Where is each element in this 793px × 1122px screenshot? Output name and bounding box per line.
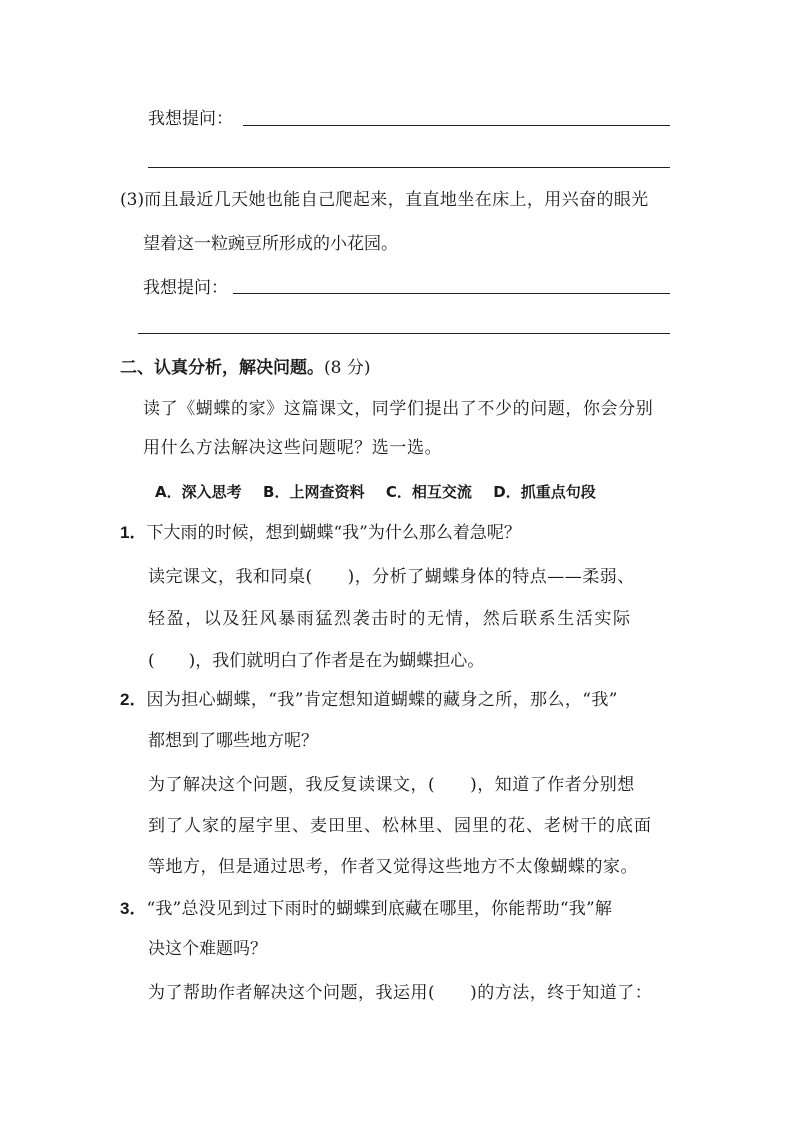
answer-blank-q2-line1[interactable] [243, 125, 670, 126]
answer-blank-q2-line2[interactable] [148, 167, 670, 168]
question-3-line2: 望着这一粒豌豆所形成的小花园。 [143, 234, 398, 254]
option-b: B．上网查资料 [263, 483, 365, 501]
question-3-prefix: (3) [120, 190, 145, 210]
section-2-score: (8 分) [324, 358, 371, 378]
question-3-line1 [120, 189, 649, 211]
section-2-intro-line1: 读了《蝴蝶的家》这篇课文，同学们提出了不少的问题，你会分别 [143, 399, 654, 419]
q3-text-line1: “我”总没见到过下雨时的蝴蝶到底藏在哪里，你能帮助“我”解 [146, 899, 613, 919]
q2-line2: 都想到了哪些地方呢？ [148, 731, 318, 751]
q3-line2: 决这个难题吗？ [148, 939, 267, 959]
answer-blank-q3-line2[interactable] [138, 333, 670, 334]
section-2-title: 二、认真分析，解决问题。 [120, 358, 324, 378]
ask-label-q3: 我想提问： [143, 278, 228, 298]
q3-line1 [120, 898, 612, 920]
q3-number: 3． [120, 899, 147, 918]
option-c: C．相互交流 [385, 483, 472, 501]
option-d: D．抓重点句段 [493, 483, 596, 501]
q1-text: 下大雨的时候，想到蝴蝶“我”为什么那么着急呢？ [146, 523, 521, 543]
option-a: A．深入思考 [155, 483, 242, 501]
section-2-heading [120, 357, 370, 379]
q1-line [120, 522, 521, 544]
q1-answer-line1: 读完课文，我和同桌( )，分析了蝴蝶身体的特点——柔弱、 [148, 567, 635, 587]
question-3-text: 而且最近几天她也能自己爬起来，直直地坐在床上，用兴奋的眼光 [144, 190, 649, 210]
q2-answer-line1: 为了解决这个问题，我反复读课文，( )，知道了作者分别想 [148, 775, 635, 795]
answer-blank-q3-line1[interactable] [233, 293, 670, 294]
q3-answer-line1: 为了帮助作者解决这个问题，我运用( )的方法，终于知道了： [148, 983, 653, 1003]
q2-answer-line3: 等地方，但是通过思考，作者又觉得这些地方不太像蝴蝶的家。 [148, 857, 638, 877]
q2-number: 2． [120, 690, 147, 709]
q2-text-line1: 因为担心蝴蝶，“我”肯定想知道蝴蝶的藏身之所，那么，“我” [146, 690, 618, 710]
q1-number: 1． [120, 523, 147, 542]
q2-answer-line2: 到了人家的屋宇里、麦田里、松林里、园里的花、老树干的底面 [148, 816, 652, 836]
ask-label-q2: 我想提问： [148, 109, 233, 129]
method-options [155, 481, 596, 503]
q2-line1 [120, 689, 618, 711]
q1-answer-line2: 轻盈，以及狂风暴雨猛烈袭击时的无情，然后联系生活实际 [148, 609, 632, 629]
section-2-intro-line2: 用什么方法解决这些问题呢？选一选。 [143, 438, 443, 458]
q1-answer-line3: ( )，我们就明白了作者是在为蝴蝶担心。 [148, 651, 485, 671]
